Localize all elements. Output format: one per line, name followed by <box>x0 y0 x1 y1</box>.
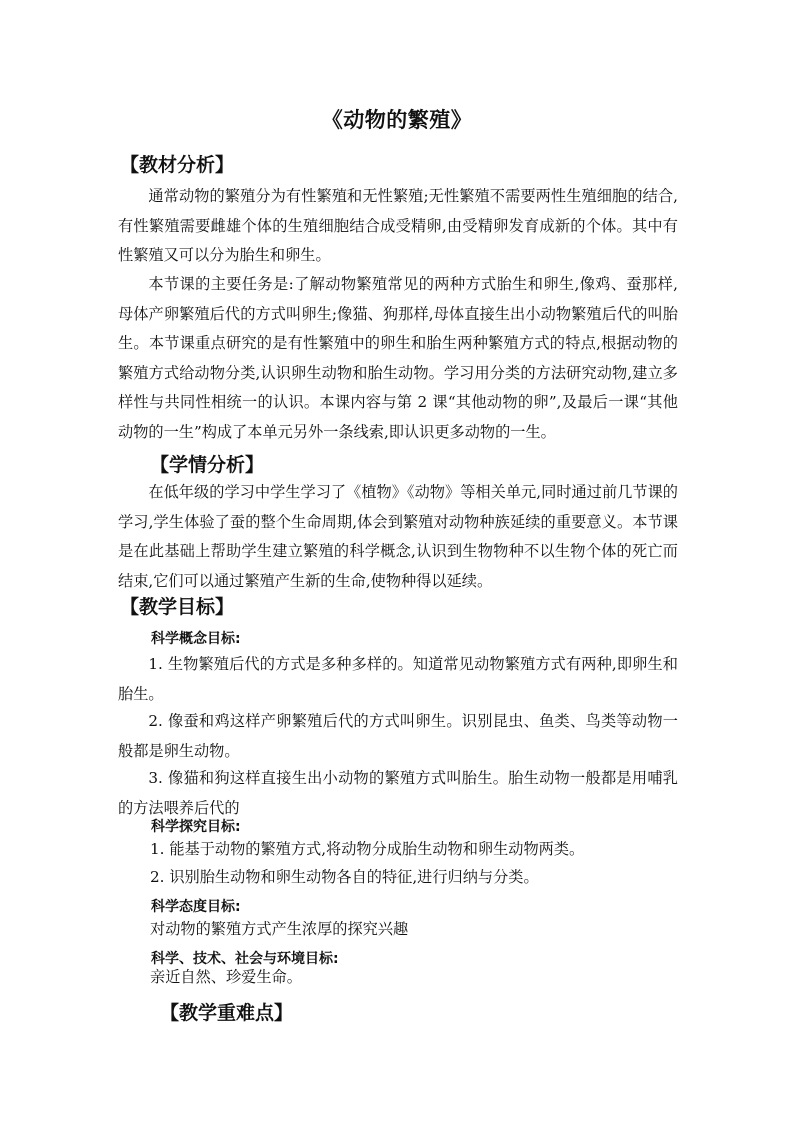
concept-goal-2: 2. 像蚕和鸡这样产卵繁殖后代的方式叫卵生。识别昆虫、鱼类、鸟类等动物一般都是卵生动物。 <box>118 712 678 760</box>
paragraph-textbook-1: 通常动物的繁殖分为有性繁殖和无性繁殖;无性繁殖不需要两性生殖细胞的结合,有性繁殖需要雌雄个体的生殖细胞结合成受精卵,由受精卵发育成新的个体。其中有性繁殖又可以分为胎生和卵生。 <box>118 187 678 264</box>
page-title: 《动物的繁殖》 <box>321 108 473 132</box>
label-sts-goals: 科学、技术、社会与环境目标: <box>151 951 339 967</box>
inquiry-goal-1: 1. 能基于动物的繁殖方式,将动物分成胎生动物和卵生动物两类。 <box>150 840 585 858</box>
heading-textbook-analysis: 【教材分析】 <box>120 154 235 176</box>
heading-key-points: 【教学重难点】 <box>160 1002 294 1024</box>
paragraph-textbook-2: 本节课的主要任务是:了解动物繁殖常见的两种方式胎生和卵生,像鸡、蚕那样,母体产卵繁殖后代的方式叫卵生;像猫、狗那样,母体直接生出小动物繁殖后代的叫胎生。本节课重点研究的是有性繁殖中的卵生和胎生两种繁殖方式的特点,根据动物的繁殖方式给动物分类,认识卵生动物和胎生动物。学习用分类的方法研究动物,建立多样性与共同性相统一的认识。本课内容与第 2 课“其他动物的卵”,及最后一课“其他动物的一生”构成了本单元另外一条线索,即认识更多动物的一生。 <box>118 275 678 441</box>
label-inquiry-goals: 科学探究目标: <box>151 819 241 835</box>
label-attitude-goals: 科学态度目标: <box>151 899 241 915</box>
sts-goal-1: 亲近自然、珍爱生命。 <box>150 968 302 986</box>
concept-goal-1: 1. 生物繁殖后代的方式是多种多样的。知道常见动物繁殖方式有两种,即卵生和胎生。 <box>118 655 678 703</box>
heading-student-analysis: 【学情分析】 <box>150 454 265 476</box>
attitude-goal-1: 对动物的繁殖方式产生浓厚的探究兴趣 <box>150 920 409 938</box>
inquiry-goal-2: 2. 识别胎生动物和卵生动物各自的特征,进行归纳与分类。 <box>150 868 539 886</box>
paragraph-students-1: 在低年级的学习中学生学习了《植物》《动物》等相关单元,同时通过前几节课的学习,学生体验了蚕的整个生命周期,体会到繁殖对动物种族延续的重要意义。本节课是在此基础上帮助学生建立繁殖的科学概念,认识到生物物种不以生物个体的死亡而结束,它们可以通过繁殖产生新的生命,使物种得以延续。 <box>118 483 678 590</box>
heading-teaching-goals: 【教学目标】 <box>120 596 235 618</box>
label-concept-goals: 科学概念目标: <box>151 631 241 647</box>
concept-goal-3: 3. 像猫和狗这样直接生出小动物的繁殖方式叫胎生。胎生动物一般都是用哺乳的方法喂养后代的 <box>118 769 678 817</box>
